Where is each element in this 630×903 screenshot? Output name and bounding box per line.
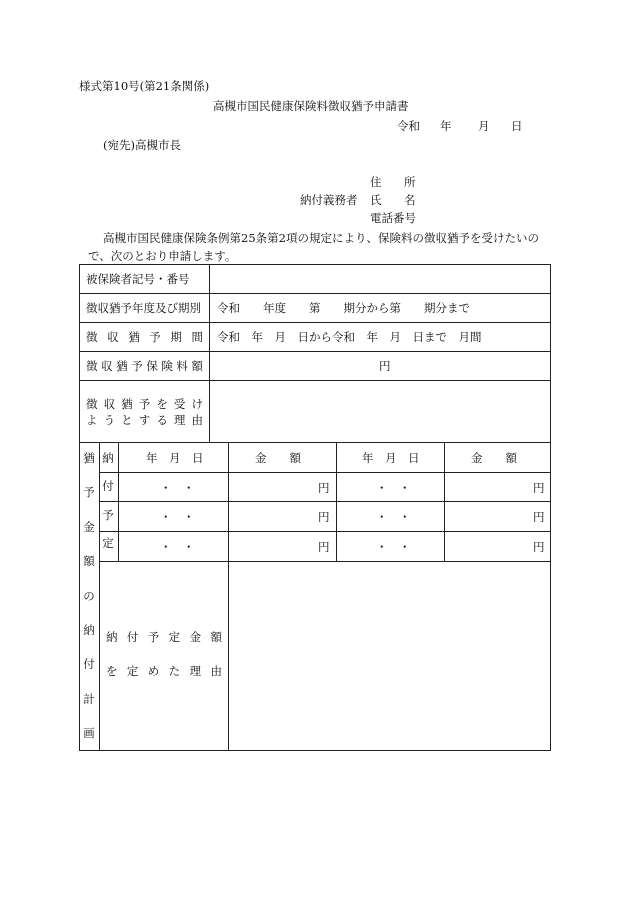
plan-yen-1a[interactable]: 円: [318, 481, 330, 495]
plan-date-2a[interactable]: ・ ・: [160, 510, 195, 524]
deferral-period-label-char: 猶: [128, 330, 140, 344]
deferral-reason-field[interactable]: [210, 381, 550, 442]
obligor-label: 納付義務者: [300, 193, 358, 207]
plan-reason-label-char: 納: [106, 630, 118, 644]
deferral-amount-label-char: 猶: [116, 359, 128, 373]
plan-reason-label-char: 由: [210, 664, 222, 678]
deferral-period-label-char: 収: [107, 330, 119, 344]
payment-plan-label-char: の: [83, 588, 95, 603]
plan-date-2b[interactable]: ・ ・: [376, 510, 411, 524]
plan-head-amount-2: 金 額: [471, 451, 517, 465]
deferral-reason-label-char: 由: [191, 413, 203, 427]
plan-reason-label-char: た: [168, 664, 181, 678]
payment-plan-label-char: 額: [83, 554, 95, 569]
payment-plan-label-char: 画: [83, 726, 95, 740]
plan-head-amount-1: 金 額: [255, 451, 301, 465]
payment-plan-label-char: 猶: [83, 451, 95, 465]
period-year-label: 徴収猶予年度及び期別: [86, 301, 201, 315]
deferral-period-label-char: 期: [170, 330, 182, 344]
period-year-field[interactable]: 令和 年度 第 期分から第 期分まで: [217, 301, 470, 315]
plan-reason-label-char: 定: [126, 664, 139, 678]
plan-reason-label-char: 金: [189, 630, 202, 644]
date-year-label: 年: [440, 119, 452, 133]
deferral-period-label-char: 予: [149, 330, 161, 344]
form-number: 様式第10号(第21条関係): [79, 79, 210, 93]
form-title: 高槻市国民健康保険料徴収猶予申請書: [213, 99, 409, 113]
plan-reason-label-char: め: [147, 664, 160, 678]
plan-yen-2a[interactable]: 円: [318, 510, 330, 524]
plan-reason-label-char: 定: [168, 630, 181, 644]
payment-plan-label-char: 納: [83, 622, 95, 637]
deferral-reason-label-line-1: [86, 397, 203, 412]
deferral-reason-label-char: 理: [173, 413, 186, 427]
deferral-amount-label-char: 険: [161, 359, 173, 373]
deferral-amount-label-char: 料: [176, 359, 188, 373]
planned-payment-label-char: 定: [102, 536, 114, 551]
planned-payment-label-char: 予: [102, 507, 114, 522]
plan-reason-label-char: を: [106, 664, 118, 678]
plan-date-1b[interactable]: ・ ・: [376, 481, 411, 495]
deferral-reason-label-char: を: [156, 397, 168, 411]
deferral-amount-unit[interactable]: 円: [379, 359, 391, 373]
plan-reason-label-char: 予: [147, 630, 160, 644]
insured-number-field[interactable]: [210, 265, 550, 293]
deferral-reason-label-char: け: [191, 397, 203, 411]
deferral-period-field[interactable]: 令和 年 月 日から令和 年 月 日まで 月間: [217, 330, 482, 344]
deferral-reason-label-char: る: [156, 413, 168, 427]
plan-head-date-1: 年 月 日: [146, 451, 204, 465]
date-day-label: 日: [511, 119, 523, 133]
deferral-period-label-char: 徴: [86, 330, 98, 344]
deferral-amount-label-char: 保: [146, 359, 158, 373]
plan-date-3a[interactable]: ・ ・: [160, 540, 195, 554]
address-label-1: 住: [370, 175, 382, 189]
deferral-reason-label-char: 受: [173, 397, 186, 411]
plan-reason-label-line-2: [106, 664, 222, 679]
payment-plan-label: [82, 451, 96, 741]
plan-yen-2b[interactable]: 円: [533, 510, 545, 524]
planned-payment-label-char: 納: [102, 451, 114, 465]
plan-yen-3b[interactable]: 円: [533, 540, 545, 554]
intro-line-2: で、次のとおり申請します。: [88, 249, 237, 263]
planned-payment-label: [101, 451, 115, 551]
plan-date-3b[interactable]: ・ ・: [376, 540, 411, 554]
plan-reason-label-char: 額: [210, 630, 222, 644]
planned-payment-label-char: 付: [102, 479, 114, 494]
payment-plan-label-char: 計: [83, 691, 95, 706]
deferral-reason-label-char: よ: [86, 413, 98, 427]
deferral-reason-label-char: 予: [138, 397, 151, 411]
plan-reason-label-char: 理: [189, 664, 202, 678]
plan-head-date-2: 年 月 日: [362, 451, 420, 465]
payment-plan-label-char: 付: [83, 657, 95, 672]
deferral-reason-label-char: と: [121, 413, 133, 427]
deferral-amount-label-char: 予: [131, 359, 143, 373]
date-era: 令和: [397, 119, 420, 133]
deferral-reason-label-char: う: [103, 413, 116, 427]
name-label-1: 氏: [370, 193, 382, 207]
phone-label: 電話番号: [370, 211, 416, 225]
deferral-reason-label-line-2: [86, 413, 203, 428]
date-month-label: 月: [478, 119, 490, 133]
payment-plan-label-char: 金: [83, 519, 95, 534]
plan-yen-1b[interactable]: 円: [533, 481, 545, 495]
deferral-period-label-char: 間: [191, 330, 203, 344]
name-label-2: 名: [404, 193, 416, 207]
payment-plan-label-char: 予: [83, 485, 95, 500]
address-label-2: 所: [404, 175, 416, 189]
deferral-period-label: [86, 330, 203, 345]
deferral-amount-label-char: 徴: [86, 359, 98, 373]
deferral-reason-label-char: 収: [103, 397, 116, 411]
plan-reason-label-char: 付: [126, 630, 139, 644]
addressee: (宛先)高槻市長: [103, 138, 181, 152]
deferral-reason-label-char: 徴: [86, 397, 98, 411]
plan-date-1a[interactable]: ・ ・: [160, 481, 195, 495]
deferral-amount-label-char: 収: [101, 359, 113, 373]
deferral-reason-label-char: す: [138, 413, 151, 427]
plan-reason-label-line-1: [106, 630, 222, 645]
deferral-reason-label-char: 猶: [121, 397, 133, 411]
deferral-amount-label-char: 額: [191, 359, 203, 373]
plan-yen-3a[interactable]: 円: [318, 540, 330, 554]
insured-number-label: 被保険者記号・番号: [86, 272, 190, 286]
intro-line-1: 高槻市国民健康保険条例第25条第2項の規定により、保険料の徴収猶予を受けたいの: [103, 231, 539, 245]
deferral-amount-label: [86, 359, 203, 374]
plan-reason-field[interactable]: [229, 562, 550, 750]
